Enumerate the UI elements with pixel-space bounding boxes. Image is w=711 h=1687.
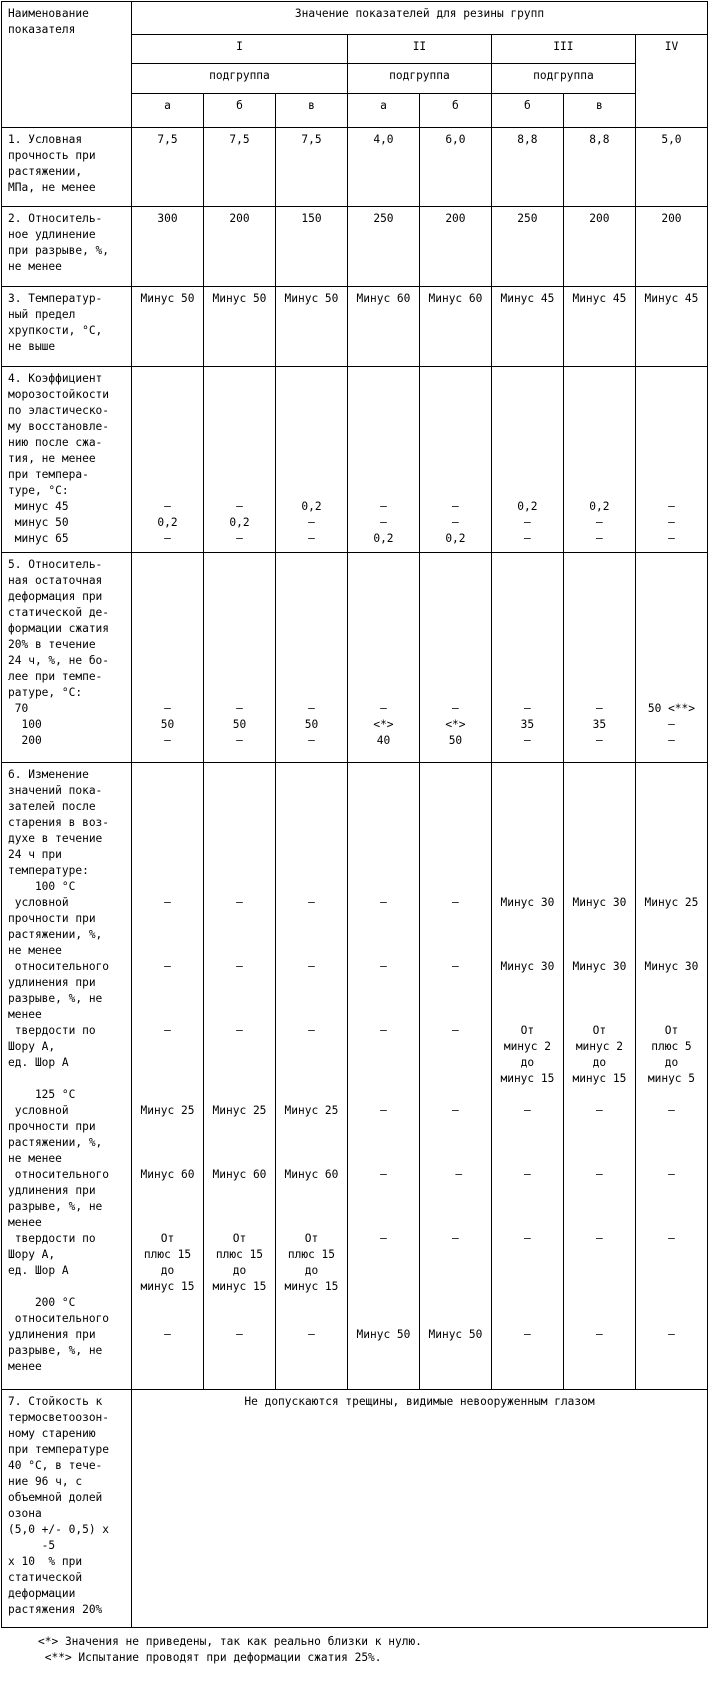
value-cell: – 50 – xyxy=(203,553,275,763)
value-cell: Минус 25 Минус 30 От плюс 5 до минус 5 – – – – xyxy=(635,763,707,1390)
header-subgroup: б xyxy=(419,94,491,128)
value-cell: Минус 50 xyxy=(132,287,204,367)
value-cell: Минус 30 Минус 30 От минус 2 до минус 15 – – – – xyxy=(563,763,635,1390)
value-cell: Минус 60 xyxy=(347,287,419,367)
header-subgroup: б xyxy=(203,94,275,128)
value-cell: Минус 45 xyxy=(563,287,635,367)
parameter-cell: 1. Условная прочность при растяжении, МПа, не менее xyxy=(2,128,132,207)
header-subgroup: в xyxy=(275,94,347,128)
parameter-cell: 2. Относитель- ное удлинение при разрыве, %, не менее xyxy=(2,207,132,287)
value-cell: 4,0 xyxy=(347,128,419,207)
value-cell: – – – Минус 25 Минус 60 От плюс 15 до минус 15 – xyxy=(275,763,347,1390)
value-cell: 7,5 xyxy=(275,128,347,207)
value-cell: Минус 60 xyxy=(419,287,491,367)
value-cell: Минус 45 xyxy=(635,287,707,367)
value-cell: Минус 50 xyxy=(203,287,275,367)
value-cell: – – – xyxy=(635,367,707,553)
table-row xyxy=(2,287,708,367)
value-cell: – 35 – xyxy=(563,553,635,763)
table-row xyxy=(2,128,708,207)
header-subgroup: б xyxy=(491,94,563,128)
value-cell: 7,5 xyxy=(132,128,204,207)
header-subgroup: а xyxy=(132,94,204,128)
value-cell: 300 xyxy=(132,207,204,287)
header-values-title: Значение показателей для резины групп xyxy=(132,2,708,35)
value-cell: 150 xyxy=(275,207,347,287)
value-cell: 8,8 xyxy=(563,128,635,207)
value-cell: – <*> 50 xyxy=(419,553,491,763)
value-cell: 200 xyxy=(419,207,491,287)
value-cell: Минус 30 Минус 30 От минус 2 до минус 15 – – – – xyxy=(491,763,563,1390)
parameter-cell: 5. Относитель- ная остаточная деформация при статической де- формации сжатия 20% в течение 24 ч, %, не бо- лее при темпе- ратуре, °С: 70 100 200 xyxy=(2,553,132,763)
value-cell: Минус 45 xyxy=(491,287,563,367)
parameter-cell: 3. Температур- ный предел хрупкости, °С, не выше xyxy=(2,287,132,367)
rubber-spec-table xyxy=(1,1,708,1628)
value-cell: 200 xyxy=(563,207,635,287)
parameter-cell: 7. Стойкость к термосветоозон- ному старению при температуре 40 °С, в тече- ние 96 ч, с объемной долей озона (5,0 +/- 0,5) x -5 x 10 % при статической деформации растяжения 20% xyxy=(2,1390,132,1628)
table-row xyxy=(2,207,708,287)
table-row xyxy=(2,763,708,1390)
value-cell: – <*> 40 xyxy=(347,553,419,763)
value-cell: – 50 – xyxy=(132,553,204,763)
header-group-4: IV xyxy=(635,35,707,128)
value-cell: 0,2 – – xyxy=(491,367,563,553)
merged-value-cell: Не допускаются трещины, видимые невооруженным глазом xyxy=(132,1390,708,1628)
value-cell: – – 0,2 xyxy=(419,367,491,553)
header-subgroup-label: подгруппа xyxy=(491,64,635,94)
value-cell: – – – Минус 25 Минус 60 От плюс 15 до минус 15 – xyxy=(132,763,204,1390)
table-row xyxy=(2,1390,708,1628)
parameter-cell: 4. Коэффициент морозостойкости по эластическо- му восстановле- нию после сжа- тия, не менее при темпера- туре, °С: минус 45 минус 50 минус 65 xyxy=(2,367,132,553)
value-cell: 250 xyxy=(347,207,419,287)
value-cell: 0,2 – – xyxy=(563,367,635,553)
value-cell: 5,0 xyxy=(635,128,707,207)
value-cell: – – – – – – Минус 50 xyxy=(419,763,491,1390)
header-group-3: III xyxy=(491,35,635,64)
value-cell: – 50 – xyxy=(275,553,347,763)
value-cell: 7,5 xyxy=(203,128,275,207)
table-row xyxy=(2,553,708,763)
value-cell: – 0,2 – xyxy=(132,367,204,553)
value-cell: – – 0,2 xyxy=(347,367,419,553)
value-cell: Минус 50 xyxy=(275,287,347,367)
header-subgroup-label: подгруппа xyxy=(347,64,491,94)
parameter-cell: 6. Изменение значений пока- зателей после старения в воз- духе в течение 24 ч при температуре: 100 °С условной прочности при растяжении, %, не менее относительного удлинения при разрыве, %, не менее твердости по Шору А, ед. Шор А 125 °С условной прочности при растяжении, %, не менее относительного удлинения при разрыве, %, не менее твердости по Шору А, ед. Шор А 200 °С относительного удлинения при разрыве, %, не менее xyxy=(2,763,132,1390)
value-cell: 0,2 – – xyxy=(275,367,347,553)
value-cell: 8,8 xyxy=(491,128,563,207)
footnote-1: <*> Значения не приведены, так как реально близки к нулю. xyxy=(38,1635,422,1648)
header-group-2: II xyxy=(347,35,491,64)
header-subgroup: в xyxy=(563,94,635,128)
value-cell: 200 xyxy=(635,207,707,287)
value-cell: 6,0 xyxy=(419,128,491,207)
value-cell: – – – – – – Минус 50 xyxy=(347,763,419,1390)
value-cell: – 35 – xyxy=(491,553,563,763)
value-cell: – – – Минус 25 Минус 60 От плюс 15 до минус 15 – xyxy=(203,763,275,1390)
value-cell: – 0,2 – xyxy=(203,367,275,553)
header-group-1: I xyxy=(132,35,348,64)
value-cell: 200 xyxy=(203,207,275,287)
table-row xyxy=(2,367,708,553)
header-subgroup: а xyxy=(347,94,419,128)
header-subgroup-label: подгруппа xyxy=(132,64,348,94)
header-parameter-name: Наименование показателя xyxy=(2,2,132,128)
value-cell: 50 <**> – – xyxy=(635,553,707,763)
value-cell: 250 xyxy=(491,207,563,287)
footnotes xyxy=(38,1634,422,1666)
footnote-2: <**> Испытание проводят при деформации сжатия 25%. xyxy=(44,1651,382,1664)
